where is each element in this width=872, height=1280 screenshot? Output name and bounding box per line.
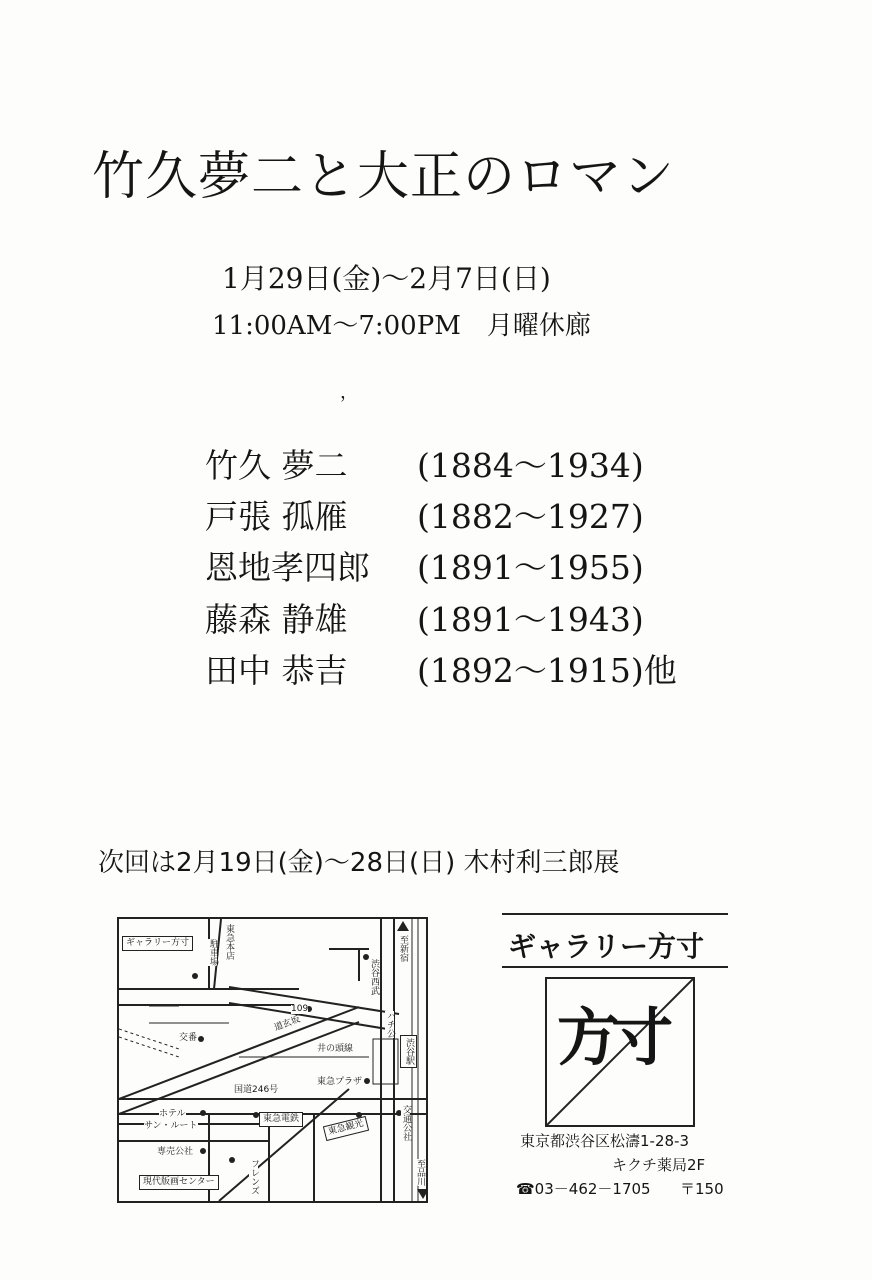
next-exhibition: 次回は2月19日(金)～28日(日) 木村利三郎展 [98,848,620,878]
map-tokyu-kanko: 東急観光 [323,1116,369,1141]
map-hachiko: ハチ公 [385,1011,395,1038]
gallery-logo [545,977,695,1127]
artist-name: 田中 恭吉 [205,651,348,690]
opening-hours: 11:00AM～7:00PM 月曜休廊 [212,311,591,341]
artist-years: (1891～1943) [417,600,644,639]
map-tokyu-honten: 東急本店 [224,924,234,960]
map-to-shinjuku: 至新宿 [398,935,408,962]
gallery-postal: 〒150 [680,1180,724,1198]
map-tokyu-dentetsu: 東急電鉄 [259,1112,303,1127]
map-109: 109 [291,1004,309,1014]
map-streets [119,919,426,1201]
map-hanga-center: 現代版画センター [139,1175,219,1190]
location-map [117,917,428,1203]
gallery-rule-bottom [502,966,728,968]
gallery-name: ギャラリー方寸 [508,930,705,963]
exhibition-dates: 1月29日(金)～2月7日(日) [222,262,551,295]
artist-name: 恩地孝四郎 [205,548,370,587]
map-dogenzaka: 道玄坂 [272,1014,302,1034]
artist-row [205,542,644,589]
map-kotsu-kosha: 交通公社 [401,1105,411,1141]
artist-name: 藤森 静雄 [205,600,348,639]
map-to-shinagawa: 至品川 [415,1159,425,1186]
map-hotel: ホテル [159,1109,186,1119]
gallery-rule-top [502,913,728,915]
artist-years: (1882～1927) [417,497,644,536]
map-route246: 国道246号 [234,1085,279,1095]
north-arrow-icon [397,921,409,931]
map-inokashira: 井の頭線 [317,1044,354,1054]
map-sun-route: サン・ルート [144,1121,198,1131]
map-shibuya-station: 渋谷駅 [400,1035,417,1068]
map-senbai: 専売公社 [157,1147,194,1157]
gallery-address-line1: 東京都渋谷区松濤1-28-3 [520,1132,689,1150]
artist-years: (1892～1915) [417,651,644,690]
artist-years: (1884～1934) [417,446,644,485]
gallery-phone: ☎03－462－1705 [516,1180,651,1198]
artist-row [205,440,644,487]
map-friends: フレンズ [249,1159,259,1195]
artist-name: 竹久 夢二 [205,446,348,485]
map-parking: 駐車場 [208,939,218,966]
map-tokyu-plaza: 東急プラザ [317,1077,363,1087]
gallery-address-line2: キクチ薬局2F [612,1156,706,1174]
artist-row [205,491,644,538]
artist-name: 戸張 孤雁 [205,497,348,536]
artist-years: (1891～1955) [417,548,644,587]
map-koban: 交番 [179,1033,198,1043]
logo-text: 方寸 [557,1001,666,1074]
map-gallery-label: ギャラリー方寸 [122,936,193,951]
map-seibu: 渋谷西武 [369,959,379,995]
exhibition-title: 竹久夢二と大正のロマン [92,147,676,207]
artist-row [205,645,677,692]
artist-suffix: 他 [643,651,677,690]
artist-row [205,594,644,641]
tick-mark: ， [340,382,358,403]
